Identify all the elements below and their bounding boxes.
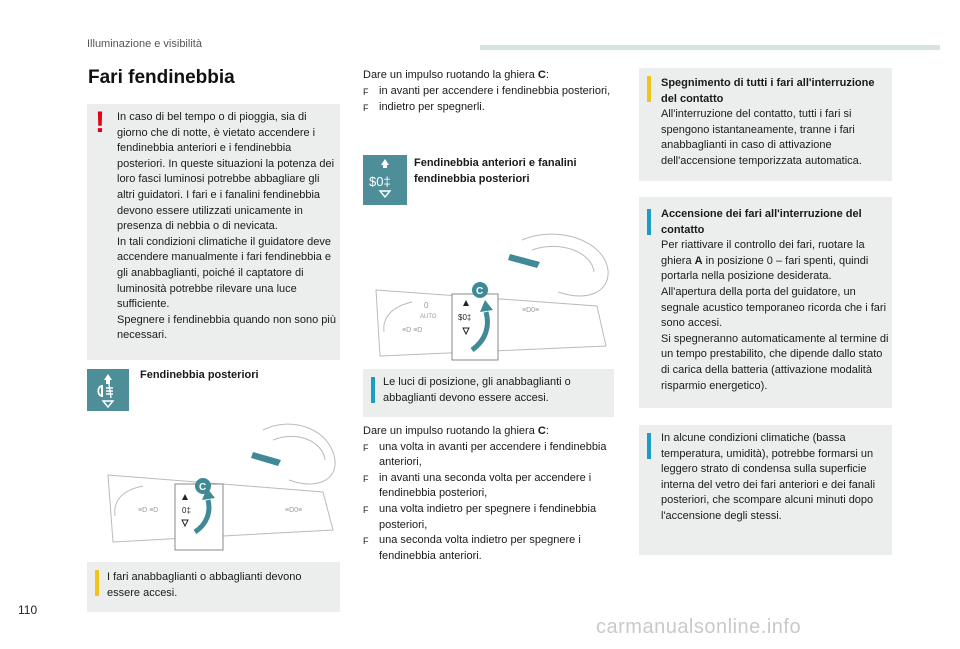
- warning-paragraph: In caso di bel tempo o di pioggia, sia di giorno che di notte, è vietato accendere i fendinebbia anteriori e i fendinebbia posteriori. In queste situazioni la potenza dei loro fasci luminosi potrebbe abbagliare gli altri guidatori. I fari e i fanalini fendinebbia devono essere utilizzati unicamente in presenza di nebbia o di nevicata.: [117, 111, 335, 233]
- tip-bar: [95, 570, 99, 596]
- bullet-arrow: F: [363, 103, 369, 114]
- svg-text:≡D0≡: ≡D0≡: [522, 307, 540, 314]
- switch-on-text: in posizione 0 – fari spenti, quindi portarla nella posizione desiderata.: [661, 254, 869, 283]
- info-bar: [647, 209, 651, 235]
- svg-text:$0‡: $0‡: [369, 174, 391, 189]
- tip-bar: [647, 76, 651, 102]
- instructions-colon: :: [545, 425, 549, 437]
- rear-fog-lamp-icon: [87, 369, 129, 411]
- page-number: 110: [18, 603, 38, 617]
- bullet-arrow: F: [363, 86, 369, 97]
- switch-on-body-1: [661, 238, 889, 285]
- label-auto: AUTO: [420, 314, 437, 320]
- warning-paragraph: Spegnere i fendinebbia quando non sono più necessari.: [117, 313, 336, 342]
- warning-box: [87, 104, 340, 360]
- instruction-item: una volta in avanti per accendere i fendinebbia anteriori,: [379, 440, 607, 469]
- front-rear-fog-lamp-icon: [363, 155, 407, 205]
- switch-off-title: Spegnimento di tutti i fari all'interruzione del contatto: [661, 77, 875, 105]
- warning-exclamation-icon: !: [95, 106, 105, 139]
- intro-lead: Dare un impulso ruotando la ghiera: [363, 69, 538, 81]
- switch-on-box: [639, 197, 892, 408]
- switch-on-text: Per riattivare il controllo dei fari, ruotare la ghiera: [661, 239, 865, 267]
- svg-text:0‡: 0‡: [182, 506, 191, 515]
- label-zero: 0: [424, 301, 429, 310]
- instruction-item: in avanti una seconda volta per accendere i fendinebbia posteriori,: [379, 471, 592, 500]
- front-rear-fog-note-text: Le luci di posizione, gli anabbaglianti o abbaglianti devono essere accesi.: [383, 376, 571, 404]
- switch-off-box: [639, 68, 892, 181]
- intro-item: in avanti per accendere i fendinebbia posteriori,: [379, 84, 611, 97]
- switch-on-body-2: All'apertura della porta del guidatore, un segnale acustico temporaneo ricorda che i fari sono accesi.: [661, 285, 887, 330]
- intro-colon: :: [545, 69, 549, 81]
- switch-on-title: Accensione dei fari all'interruzione del contatto: [661, 208, 862, 236]
- label-c: C: [199, 482, 207, 493]
- svg-text:≡D0≡: ≡D0≡: [285, 507, 303, 514]
- section-header: Illuminazione e visibilità: [87, 38, 202, 50]
- condensation-body: In alcune condizioni climatiche (bassa temperatura, umidità), potrebbe formarsi un leggero strato di condensa sulla superficie interna del vetro dei fari anteriori e dei fanali posteriori, che scompare alcuni minuti dopo l'accensione degli stessi.: [661, 432, 876, 522]
- instruction-item: una volta indietro per spegnere i fendinebbia posteriori,: [379, 502, 597, 531]
- instructions-text: [363, 424, 613, 564]
- front-rear-fog-note: [363, 369, 614, 417]
- condensation-box: [639, 425, 892, 555]
- front-rear-fog-title: Fendinebbia anteriori e fanalini fendinebbia posteriori: [414, 157, 577, 185]
- intro-item: indietro per spegnerli.: [379, 101, 485, 114]
- info-bar: [647, 433, 651, 459]
- svg-text:$0‡: $0‡: [458, 313, 472, 322]
- switch-on-key: A: [694, 254, 703, 267]
- label-c: C: [476, 286, 484, 297]
- bullet-arrow: F: [363, 504, 369, 515]
- instructions-key: C: [537, 425, 546, 437]
- bullet-arrow: F: [363, 536, 369, 547]
- switch-on-body-3: Si spegneranno automaticamente al termine di un tempo prestabilito, che dipende dallo stato di carica della batteria (attivazione modalità risparmio energetico).: [661, 332, 889, 392]
- switch-off-body: All'interruzione del contatto, tutti i fari si spengono istantaneamente, tranne i fari anabbaglianti in caso di attivazione dell'accensione temporizzata automatica.: [661, 108, 862, 167]
- info-bar: [371, 377, 375, 403]
- page-title: Fari fendinebbia: [88, 67, 235, 88]
- instructions-lead: Dare un impulso ruotando la ghiera: [363, 425, 538, 437]
- rear-fog-title: Fendinebbia posteriori: [140, 369, 259, 381]
- rear-fog-stalk-illustration: [103, 420, 339, 558]
- intro-key: C: [537, 69, 546, 81]
- warning-paragraph: In tali condizioni climatiche il guidatore deve accendere manualmente i fari fendinebbia e gli anabbaglianti, poiché il captatore di luminosità potrebbe rilevare una luce sufficiente.: [117, 235, 332, 311]
- bullet-arrow: F: [363, 473, 369, 484]
- rear-fog-note: [87, 562, 340, 612]
- watermark: carmanualsonline.info: [596, 616, 802, 638]
- bullet-arrow: F: [363, 442, 369, 453]
- instruction-item: una seconda volta indietro per spegnere i fendinebbia anteriori.: [379, 534, 581, 562]
- rear-fog-note-text: I fari anabbaglianti o abbaglianti devono essere accesi.: [107, 571, 302, 599]
- svg-text:≡D ≡D: ≡D ≡D: [402, 327, 423, 334]
- svg-text:≡D ≡D: ≡D ≡D: [138, 507, 159, 514]
- header-rule: [480, 45, 940, 50]
- intro-text: [363, 68, 613, 117]
- front-rear-fog-stalk-illustration: [372, 228, 612, 368]
